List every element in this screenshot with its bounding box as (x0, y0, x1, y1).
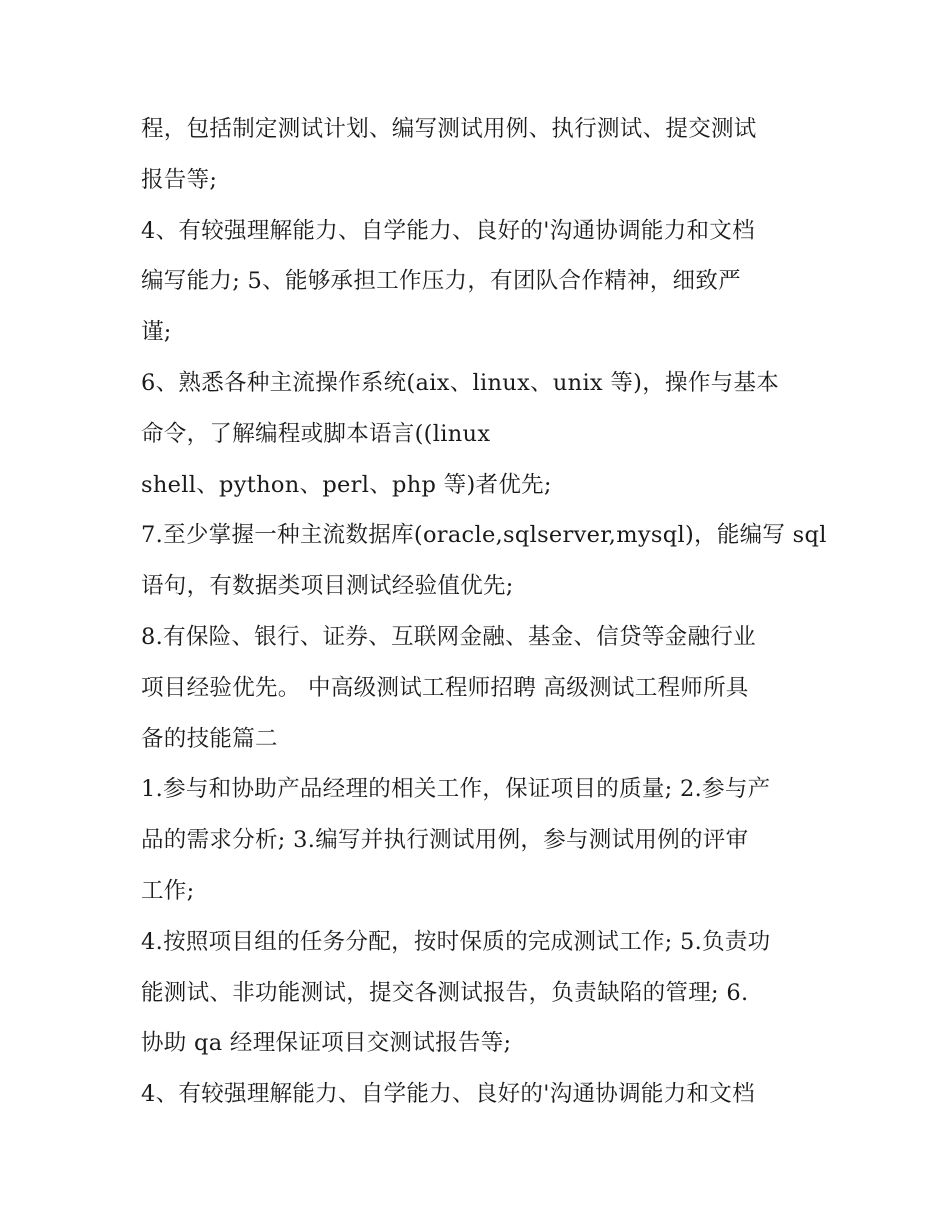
text-line: 协助 qa 经理保证项目交测试报告等; (141, 1030, 512, 1057)
text-line: 报告等; (141, 166, 218, 193)
text-line: 工作; (141, 877, 195, 904)
text-line: 4、有较强理解能力、自学能力、良好的'沟通协调能力和文档 (141, 1081, 755, 1108)
text-line: 8.有保险、银行、证券、互联网金融、基金、信贷等金融行业 (141, 623, 756, 650)
text-line: 品的需求分析; 3.编写并执行测试用例，参与测试用例的评审 (141, 827, 749, 854)
text-line: 命令，了解编程或脚本语言((linux (141, 420, 491, 447)
text-line: 7.至少掌握一种主流数据库(oracle,sqlserver,mysql)，能编写 sql (141, 522, 827, 549)
text-line: 1.参与和协助产品经理的相关工作，保证项目的质量; 2.参与产 (141, 776, 771, 803)
text-line: 编写能力; 5、能够承担工作压力，有团队合作精神，细致严 (141, 268, 741, 295)
text-line: shell、python、perl、php 等)者优先; (141, 471, 552, 498)
text-line: 4、有较强理解能力、自学能力、良好的'沟通协调能力和文档 (141, 217, 755, 244)
text-line: 项目经验优先。 中高级测试工程师招聘 高级测试工程师所具 (141, 674, 749, 701)
text-line: 谨; (141, 319, 172, 346)
text-line: 程，包括制定测试计划、编写测试用例、执行测试、提交测试 (141, 116, 757, 142)
text-line: 备的技能篇二 (141, 725, 278, 752)
document-body (141, 108, 827, 1124)
text-line: 6、熟悉各种主流操作系统(aix、linux、unix 等)，操作与基本 (141, 369, 780, 396)
text-line: 语句，有数据类项目测试经验值优先; (141, 573, 514, 600)
text-line: 能测试、非功能测试，提交各测试报告，负责缺陷的管理; 6. (141, 979, 749, 1006)
text-line: 4.按照项目组的任务分配，按时保质的完成测试工作; 5.负责功 (141, 928, 771, 955)
